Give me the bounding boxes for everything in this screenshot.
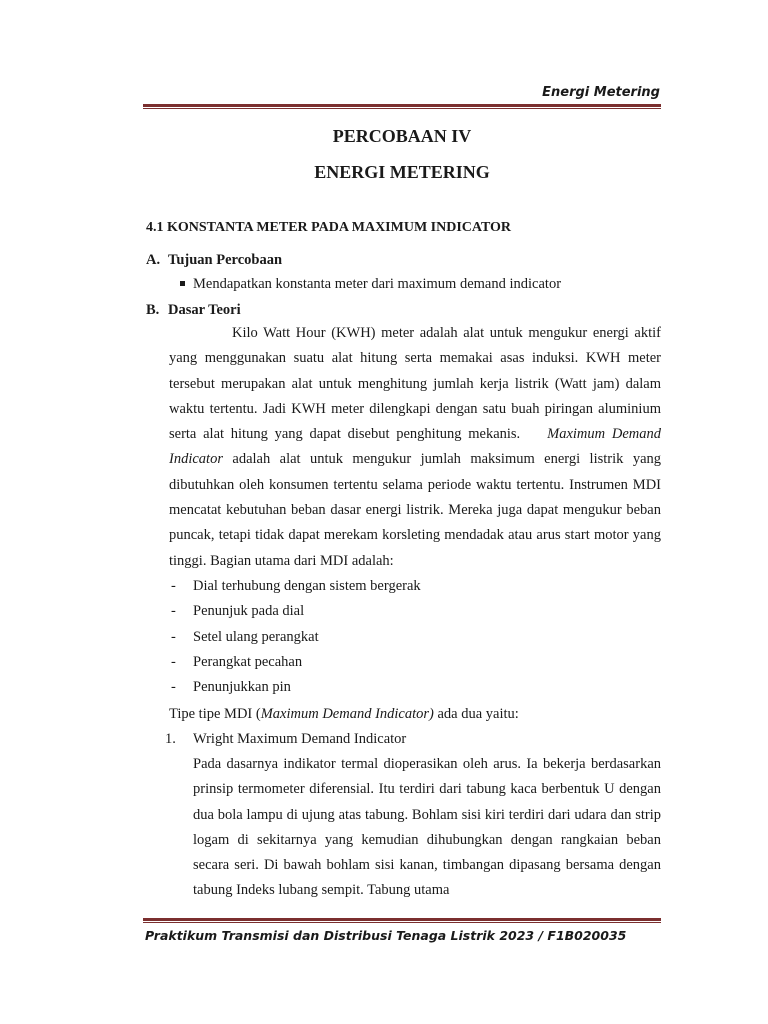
tipe-italic-term: Maximum Demand Indicator) <box>260 706 434 722</box>
list-item-text: Penunjukkan pin <box>193 679 291 696</box>
chapter-title: PERCOBAAN IV <box>332 126 472 146</box>
item-1-label: Wright Maximum Demand Indicator <box>193 731 407 747</box>
section-a-marker: A. <box>146 252 161 268</box>
list-item <box>169 650 661 675</box>
dash-marker: - <box>171 653 176 670</box>
paragraph-text-b: adalah alat untuk mengukur jumlah maksimum energi listrik yang dibutuhkan oleh konsumen tertentu selama periode waktu tertentu. Instrumen MDI mencatat kebutuhan beban dasar energi listrik. Mereka juga dapat mengukur beban puncak, tetapi tidak dapat merekam korsleting mendadak atau arus start motor yang tinggi. Bagian utama dari MDI adalah: <box>169 451 661 569</box>
header-rule <box>143 104 661 109</box>
numbered-item-1 <box>165 727 406 752</box>
list-item-text: Setel ulang perangkat <box>193 628 319 645</box>
mdi-types-intro <box>169 702 519 727</box>
square-bullet-icon <box>180 281 185 286</box>
list-item <box>169 599 661 624</box>
dash-marker: - <box>171 679 176 696</box>
list-item <box>169 625 661 650</box>
list-item-text: Dial terhubung dengan sistem bergerak <box>193 578 421 594</box>
section-heading-b <box>146 300 241 320</box>
header-title: Energi Metering <box>542 85 660 100</box>
footer-text: Praktikum Transmisi dan Distribusi Tenaga Listrik 2023 / F1B020035 <box>145 928 627 943</box>
tipe-text-b: ada dua yaitu: <box>433 706 519 722</box>
list-item <box>169 675 661 700</box>
chapter-subtitle: ENERGI METERING <box>314 162 490 182</box>
list-item-text: Penunjuk pada dial <box>193 603 305 620</box>
list-item <box>169 574 661 599</box>
dash-marker: - <box>171 578 176 594</box>
section-heading-4-1: 4.1 KONSTANTA METER PADA MAXIMUM INDICATOR <box>146 220 512 235</box>
item-1-marker: 1. <box>165 731 176 747</box>
paragraph-italic-term: Maximum Demand Indicator <box>169 426 661 468</box>
paragraph-text-a: Kilo Watt Hour (KWH) meter adalah alat untuk mengukur energi aktif yang menggunakan suatu alat hitung serta memakai asas induksi. KWH meter tersebut merupakan alat untuk menghitung jumlah kerja listrik (Watt jam) dalam waktu tertentu. Jadi KWH meter dilengkapi dengan satu buah piringan aluminium serta alat hitung yang dapat disebut penghitung mekanis. <box>169 325 661 443</box>
section-b-marker: B. <box>146 302 160 318</box>
section-a-label: Tujuan Percobaan <box>168 252 283 268</box>
section-b-label: Dasar Teori <box>168 302 241 318</box>
mdi-parts-list <box>169 574 661 700</box>
dash-marker: - <box>171 628 176 645</box>
dash-marker: - <box>171 603 176 620</box>
wright-mdi-paragraph: Pada dasarnya indikator termal dioperasikan oleh arus. Ia bekerja berdasarkan prinsip termometer diferensial. Itu terdiri dari tabung kaca berbentuk U dengan dua bola lampu di ujung atas tabung. Bohlam sisi kiri terdiri dari udara dan strip logam di sekitarnya yang kemudian dihubungkan dengan rangkaian beban secara seri. Di bawah bohlam sisi kanan, timbangan dipasang bersama dengan tabung Indeks lubang sempit. Tabung utama <box>193 756 661 899</box>
dasar-teori-paragraph <box>169 321 661 574</box>
tujuan-bullet-text: Mendapatkan konstanta meter dari maximum demand indicator <box>193 276 562 292</box>
tipe-text-a: Tipe tipe MDI ( <box>169 706 261 722</box>
footer-rule <box>143 918 661 923</box>
list-item-text: Perangkat pecahan <box>193 653 303 670</box>
section-heading-a <box>146 250 282 270</box>
